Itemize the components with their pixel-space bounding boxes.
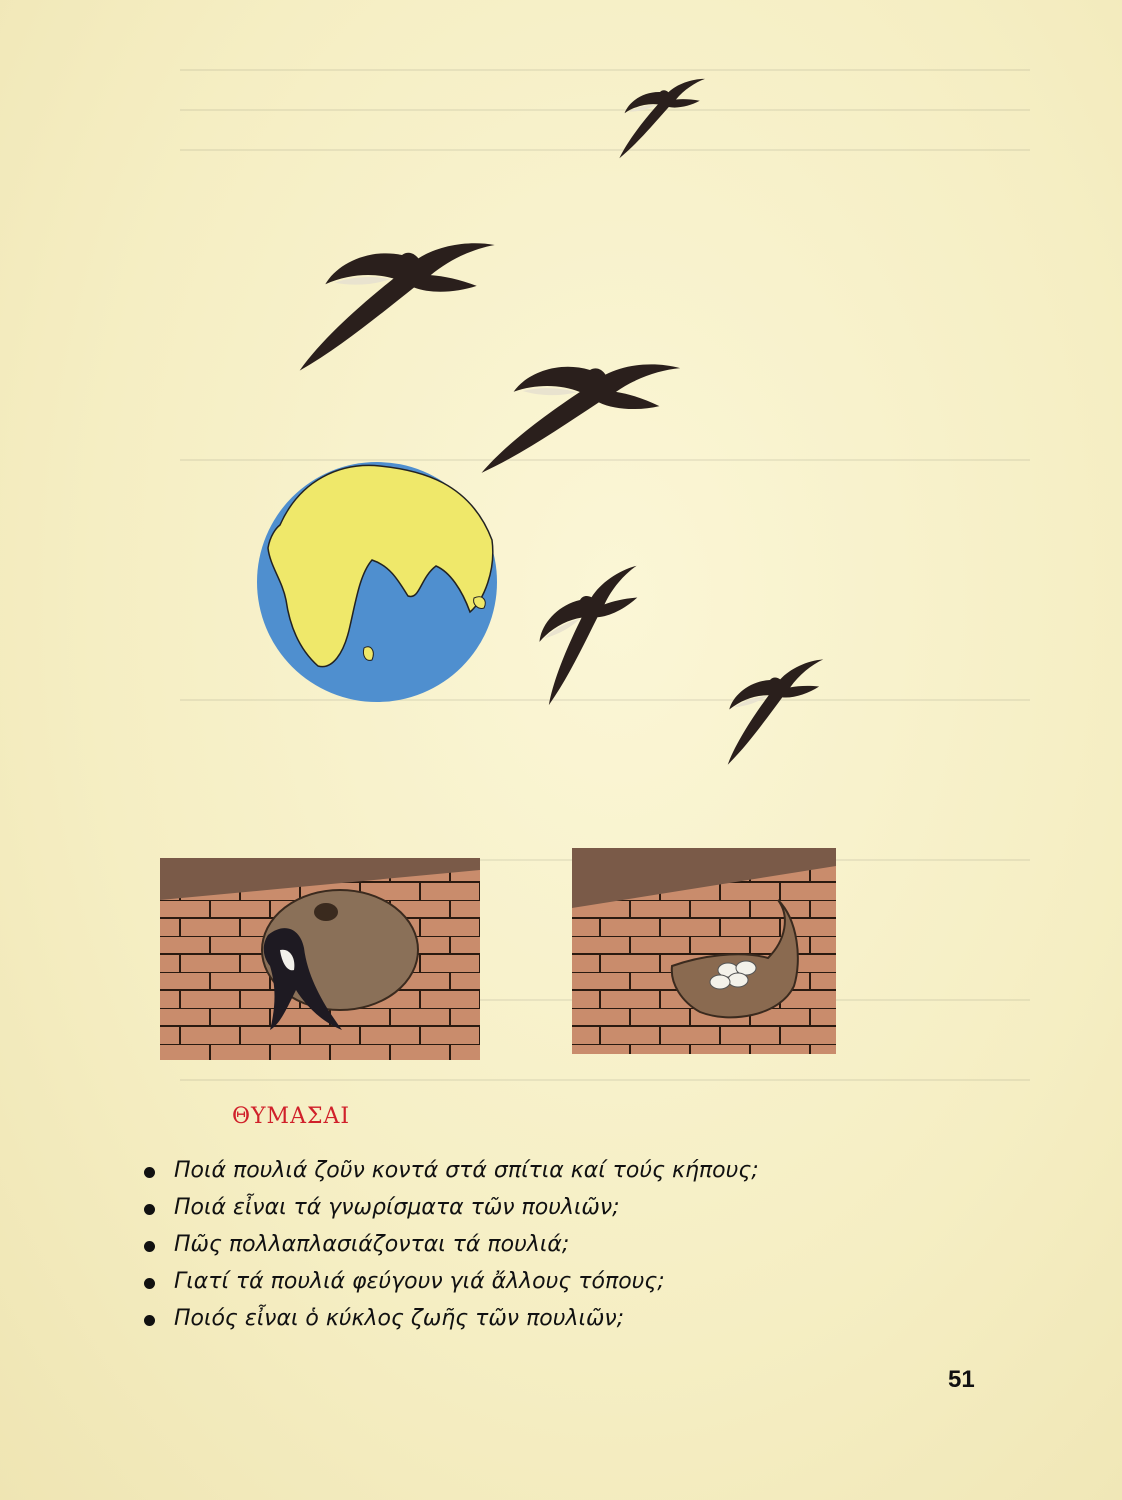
- section-heading: ΘΥΜΑΣΑΙ: [232, 1104, 351, 1129]
- bullet-icon: [144, 1204, 155, 1215]
- swallow-icon: [602, 73, 721, 158]
- question-text: Γιατί τά πουλιά φεύγουν γιά ἄλλους τόπους;: [174, 1269, 665, 1294]
- bullet-icon: [144, 1278, 155, 1289]
- swallow-icon: [507, 559, 673, 705]
- bullet-icon: [144, 1167, 155, 1178]
- list-item: [140, 1152, 960, 1189]
- list-item: [140, 1189, 960, 1226]
- swallow-icon: [701, 653, 846, 765]
- bullet-icon: [144, 1315, 155, 1326]
- question-text: Ποιός εἶναι ὁ κύκλος ζωῆς τῶν πουλιῶν;: [174, 1306, 625, 1331]
- globe-icon: [257, 462, 497, 702]
- question-text: Πῶς πολλαπλασιάζονται τά πουλιά;: [174, 1232, 570, 1257]
- question-text: Ποιά πουλιά ζοῦν κοντά στά σπίτια καί τούς κήπους;: [174, 1158, 759, 1183]
- nest-with-eggs-icon: [572, 848, 836, 1054]
- nest-with-bird-icon: [160, 858, 480, 1060]
- swallow-icon: [282, 233, 510, 370]
- list-item: [140, 1300, 960, 1337]
- list-item: [140, 1263, 960, 1300]
- list-item: [140, 1226, 960, 1263]
- questions-list: [140, 1152, 960, 1337]
- bullet-icon: [144, 1241, 155, 1252]
- page-number: 51: [948, 1366, 975, 1393]
- swallow-icon: [473, 357, 688, 473]
- question-text: Ποιά εἶναι τά γνωρίσματα τῶν πουλιῶν;: [174, 1195, 620, 1220]
